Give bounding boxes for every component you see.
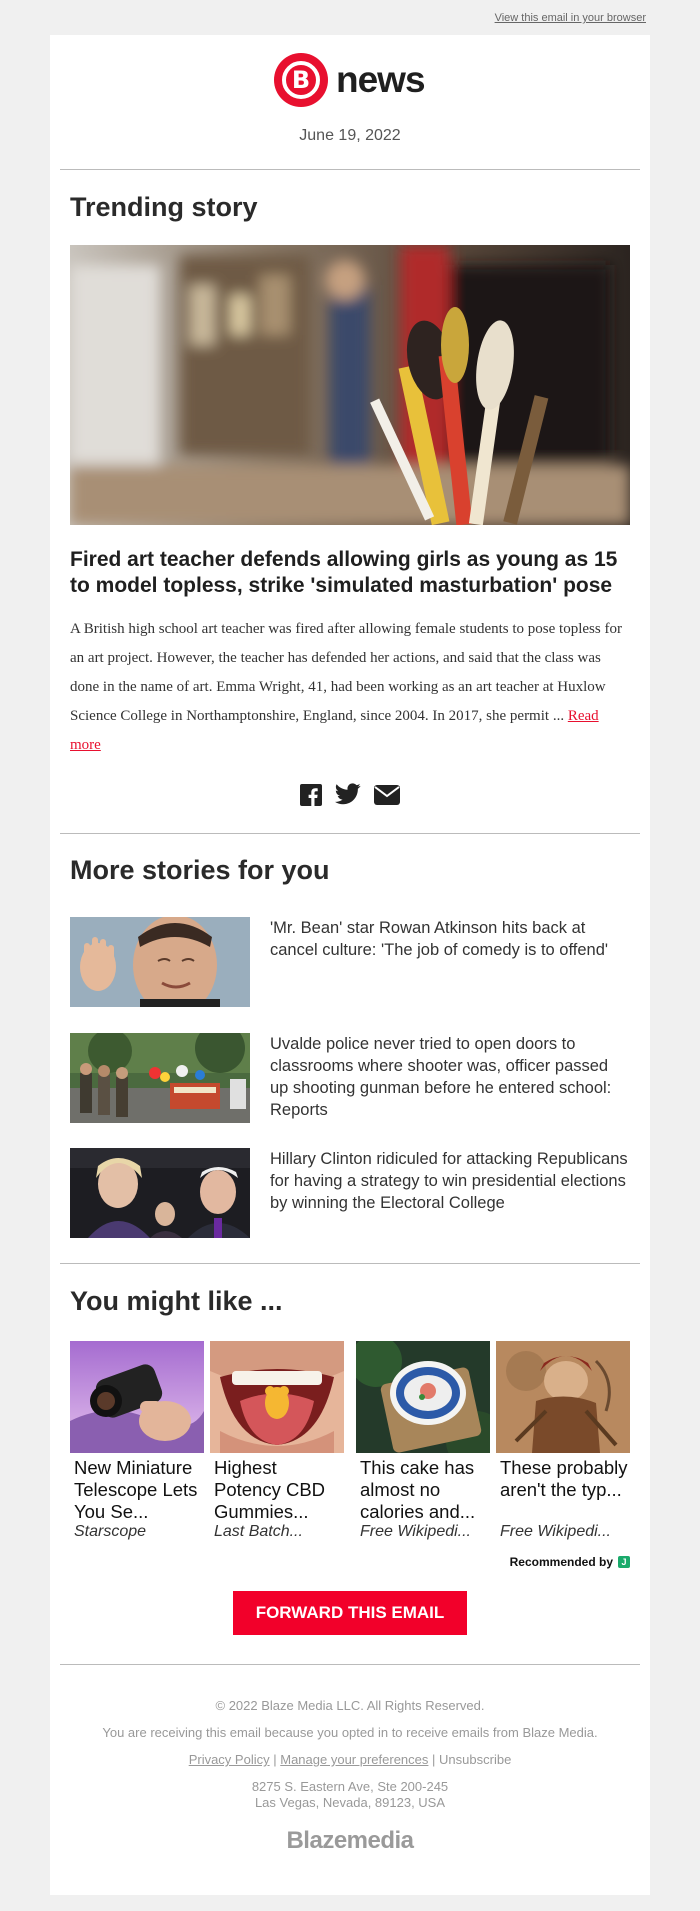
ad-card[interactable] — [70, 1341, 204, 1541]
ad-source: Free Wikipedi... — [500, 1523, 611, 1540]
link-separator: | — [273, 1752, 277, 1767]
news-logo[interactable] — [274, 53, 425, 107]
divider — [60, 1263, 640, 1264]
trending-body-text: A British high school art teacher was fired after allowing female students to pose topless for an art project. However, the teacher has defended her actions, and said that the class was done in the name of art. Emma Wright, 41, had been working as an art teacher at Huxlow Science College in Northamptonshire, England, since 2004. In 2017, she permit ... — [70, 621, 622, 724]
recommended-by-label: Recommended by — [509, 1555, 613, 1569]
story-thumbnail[interactable] — [70, 1033, 250, 1123]
ad-card[interactable] — [210, 1341, 344, 1541]
ad-image[interactable] — [356, 1341, 490, 1453]
ad-image[interactable] — [496, 1341, 630, 1453]
divider — [60, 169, 640, 170]
issue-date: June 19, 2022 — [299, 127, 401, 144]
divider — [60, 1664, 640, 1665]
copyright: © 2022 Blaze Media LLC. All Rights Reserved. — [215, 1698, 485, 1713]
trending-body — [70, 615, 630, 760]
ad-title[interactable]: This cake has almost no calories and... — [360, 1457, 476, 1522]
logo-text: news — [336, 59, 425, 100]
story-thumbnail[interactable] — [70, 1148, 250, 1238]
blaze-logo-icon: B — [274, 53, 328, 107]
facebook-icon[interactable] — [299, 783, 323, 807]
address-line-2: Las Vegas, Nevada, 89123, USA — [254, 1795, 446, 1810]
trending-headline[interactable]: Fired art teacher defends allowing girls as young as 15 to model topless, strike 'simulated masturbation' pose — [70, 548, 618, 597]
ad-title[interactable]: These probably aren't the typ... — [500, 1457, 628, 1500]
ad-card[interactable] — [356, 1341, 490, 1541]
ad-grid — [70, 1341, 630, 1541]
email-icon[interactable] — [373, 783, 401, 807]
ad-card[interactable] — [496, 1341, 630, 1541]
share-bar — [50, 783, 650, 807]
divider — [60, 833, 640, 834]
view-in-browser-link[interactable]: View this email in your browser — [494, 12, 646, 24]
recommended-by[interactable] — [510, 1555, 630, 1569]
story-item[interactable] — [70, 917, 630, 1009]
taboola-logo-icon: J — [618, 1556, 630, 1568]
ad-title[interactable]: Highest Potency CBD Gummies... — [214, 1457, 326, 1522]
story-title[interactable]: Uvalde police never tried to open doors to classrooms where shooter was, officer passed up shooting gunman before he entered school: Reports — [270, 1035, 612, 1119]
forward-email-button[interactable]: FORWARD THIS EMAIL — [233, 1591, 467, 1635]
manage-preferences-link[interactable]: Manage your preferences — [280, 1752, 429, 1767]
address-line-1: 8275 S. Eastern Ave, Ste 200-245 — [251, 1779, 449, 1794]
trending-section-title: Trending story — [70, 192, 258, 222]
twitter-icon[interactable] — [335, 783, 361, 807]
ad-image[interactable] — [210, 1341, 344, 1453]
trending-story-image[interactable] — [70, 245, 630, 525]
privacy-policy-link[interactable]: Privacy Policy — [188, 1752, 270, 1767]
story-item[interactable] — [70, 1033, 630, 1125]
story-thumbnail[interactable] — [70, 917, 250, 1007]
blaze-media-wordmark: Blazemedia — [286, 1827, 414, 1854]
read-more-link[interactable]: Read more — [70, 708, 599, 753]
more-stories-title: More stories for you — [70, 855, 330, 885]
you-might-like-title: You might like ... — [70, 1286, 283, 1316]
link-separator: | — [432, 1752, 436, 1767]
blaze-media-logo[interactable] — [50, 1827, 650, 1855]
ad-source: Starscope — [74, 1523, 147, 1540]
story-title[interactable]: Hillary Clinton ridiculed for attacking Republicans for having a strategy to win presidential elections by winning the Electoral College — [270, 1150, 628, 1212]
ad-image[interactable] — [70, 1341, 204, 1453]
story-title[interactable]: 'Mr. Bean' star Rowan Atkinson hits back at cancel culture: 'The job of comedy is to offend' — [270, 919, 609, 959]
story-item[interactable] — [70, 1148, 630, 1240]
opt-in-notice: You are receiving this email because you opted in to receive emails from Blaze Media. — [102, 1725, 598, 1740]
ad-source: Free Wikipedi... — [360, 1523, 471, 1540]
unsubscribe-link[interactable]: Unsubscribe — [439, 1752, 512, 1767]
ad-title[interactable]: New Miniature Telescope Lets You Se... — [74, 1457, 198, 1522]
email-card — [50, 35, 650, 1895]
footer-links — [50, 1752, 650, 1767]
ad-source: Last Batch... — [214, 1523, 303, 1540]
